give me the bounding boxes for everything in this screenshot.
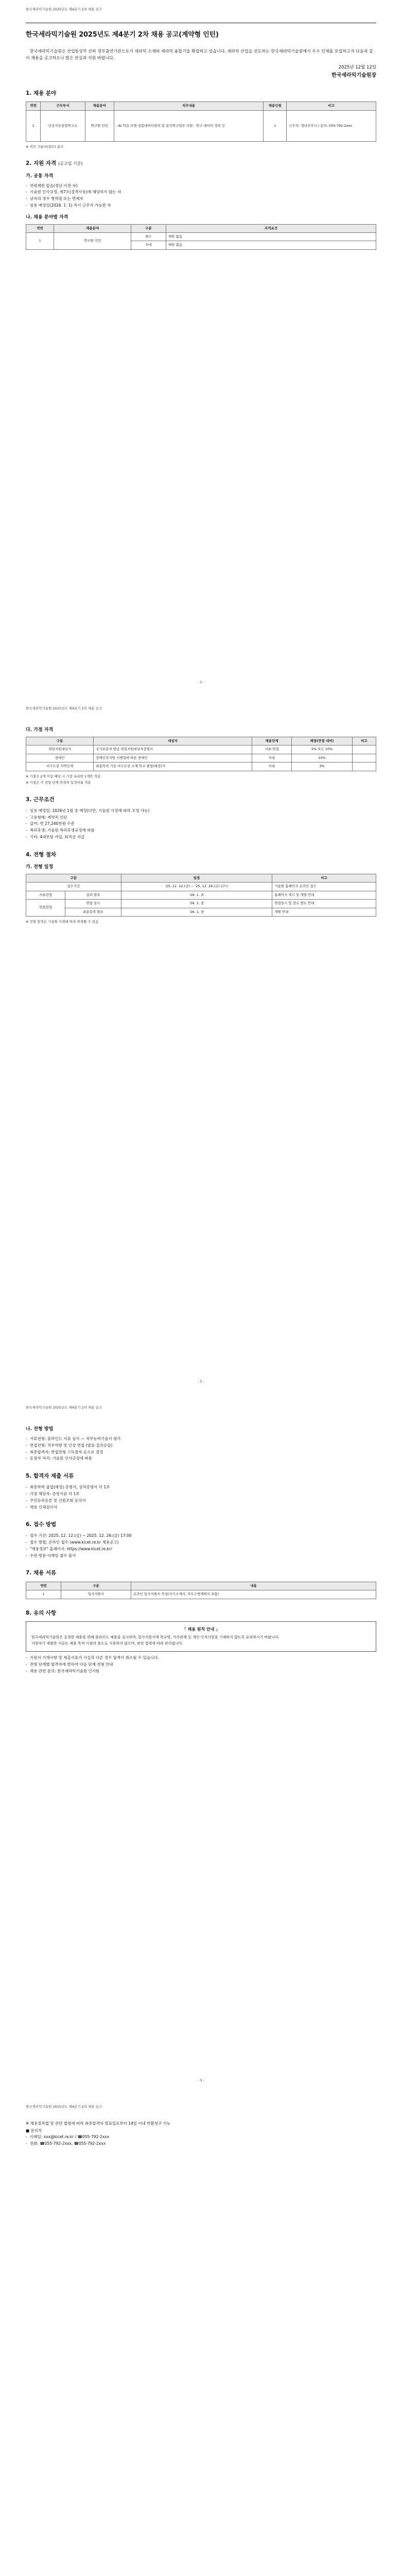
table-row (26, 745, 376, 754)
docs-list (26, 1484, 376, 1511)
section-5-title: 5. 합격자 제출 서류 (26, 1473, 74, 1480)
th-score: 배점(만점 대비) (292, 737, 352, 745)
running-header: 한국세라믹기술원 2025년도 제4분기 2차 채용 공고 (26, 706, 102, 710)
table-row (26, 1590, 376, 1599)
th-no: 연번 (26, 1582, 61, 1590)
table-row (26, 110, 376, 141)
list-item: - 가점 해당자: 증빙서류 각 1부 (26, 1491, 376, 1498)
cell-content: 온라인 입사지원서 작성(자기소개서, 직무수행계획서 포함) (131, 1590, 376, 1599)
cell-step: 면접 실시 (65, 900, 121, 908)
th-type: 구분 (131, 224, 166, 232)
list-item: - 기타: 4대보험 가입, 퇴직금 지급 (26, 834, 376, 841)
cell-dept: 인공지능융합연구소 (41, 110, 85, 141)
docs-table (26, 1582, 376, 1599)
list-item: - 임용 예정일(2026. 1. 1) 즉시 근무가 가능한 자 (26, 202, 376, 209)
cell-stage: 서류 (252, 762, 291, 771)
contact-list (26, 2134, 376, 2147)
page-number: - 1 - (198, 680, 204, 684)
cell-req: 해당 없음 (166, 233, 376, 241)
list-item: - 서류전형: 블라인드 서류 심사 — 직무능력기술서 평가 (26, 1436, 376, 1443)
cell-no: 1 (26, 110, 41, 141)
principle-box-title: 「 채용 원칙 안내 」 (182, 1626, 220, 1632)
list-item: - 주민등록등본 및 신원조회 동의서 (26, 1498, 376, 1504)
list-item: - 채용 신체검사서 (26, 1504, 376, 1511)
cell-field: 연구원 인턴 (85, 110, 114, 141)
schedule-note: ※ 전형 일정은 기술원 사정에 따라 변경될 수 있음 (26, 919, 99, 924)
section-3-title: 3. 근무조건 (26, 796, 55, 803)
cell-req: 해당 없음 (166, 241, 376, 249)
announce-org: 한국세라믹기술원장 (331, 72, 376, 78)
table-row (26, 762, 376, 771)
th-cat: 구분 (26, 737, 94, 745)
announce-date: 2025년 12월 12일 (338, 65, 376, 71)
bonus-note: ※ 가점은 2개 이상 해당 시 가장 유리한 1개만 적용 (26, 774, 101, 778)
apply-list (26, 1533, 376, 1559)
section-6-title: 6. 접수 방법 (26, 1521, 57, 1528)
list-item: - 접수 기간: 2025. 12. 12.(금) ~ 2025. 12. 26.(금) 17:00 (26, 1533, 376, 1539)
th-remark: 비고 (272, 874, 376, 882)
th-field: 채용분야 (85, 102, 114, 110)
cell-type: 접수기간 (26, 883, 121, 891)
list-item: - 복리후생: 기술원 복리후생규정에 따름 (26, 827, 376, 834)
th-remark: 비고 (352, 737, 376, 745)
bonus-table (26, 737, 376, 771)
th-date: 일정 (121, 874, 272, 882)
running-header: 한국세라믹기술원 2025년도 제4분기 2차 채용 공고 (26, 2105, 102, 2109)
page-1 (0, 0, 402, 699)
running-header: 한국세라믹기술원 2025년도 제4분기 2차 채용 공고 (26, 7, 102, 11)
cell-remark: 홈페이지 게시 및 개별 안내 (272, 891, 376, 899)
page-number: - 2 - (198, 1379, 204, 1383)
section-1-title: 1. 채용 분야 (26, 90, 57, 97)
cell-target: 최종학력 기준 비수도권 소재 학교 졸업(예정)자 (94, 762, 252, 771)
method-list (26, 1436, 376, 1462)
cell-target: 장애인복지법 시행령에 따른 장애인 (94, 754, 252, 762)
th-req: 자격요건 (166, 224, 376, 232)
cell-type: 면접전형 (26, 900, 65, 917)
section-2-title: 2. 지원 자격 (공고일 기준) (26, 160, 83, 167)
th-content: 내용 (131, 1582, 376, 1590)
cell-date: '26. 1. 중 (121, 908, 272, 916)
cell-no: 1 (26, 233, 54, 250)
cell-cat: 장애인 (26, 754, 94, 762)
common-qual-title: 가. 공통 자격 (26, 173, 54, 179)
page-number: - 3 - (198, 2078, 204, 2082)
method-title: 나. 전형 방법 (26, 1427, 54, 1432)
table-row (26, 891, 376, 899)
th-duties: 직무내용 (114, 102, 264, 110)
schedule-title: 가. 전형 일정 (26, 864, 54, 870)
th-dept: 근무부서 (41, 102, 85, 110)
notice-list (26, 1655, 376, 1674)
cell-remark (352, 745, 376, 754)
section-4-title: 4. 전형 절차 (26, 851, 57, 858)
contact-email[interactable]: - 이메일: xxx@kicet.re.kr / ☎055-792-2xxx (26, 2134, 376, 2141)
th-type: 구분 (26, 874, 121, 882)
th-no: 연번 (26, 102, 41, 110)
th-field: 채용분야 (54, 224, 131, 232)
cell-cat: 비수도권 지역인재 (26, 762, 94, 771)
cell-remark: 기술원 홈페이지 온라인 접수 (272, 883, 376, 891)
list-item: - 동점자 처리: 기술원 인사규정에 따름 (26, 1455, 376, 1462)
th-target: 대상자 (94, 737, 252, 745)
section-8-title: 8. 유의 사항 (26, 1609, 57, 1616)
list-item: - 우편·방문·이메일 접수 불가 (26, 1553, 376, 1560)
list-item: - 면접전형: 직무역량 및 인성 면접 (발표·질의응답) (26, 1443, 376, 1449)
cell-target: 국가보훈처 발급 취업지원대상자증명서 (94, 745, 252, 754)
list-item: - 채용 관련 문의: 한국세라믹기술원 인사팀 (26, 1668, 376, 1675)
cell-type: 필수 (131, 233, 166, 241)
cell-score: 5% 또는 10% (292, 745, 352, 754)
cell-duties: - AI 학습 모델 실험데이터관리 및 분석연구업무 지원 - 연구 데이터 정리 등 (114, 110, 264, 141)
inquiry-title: ■ 문의처 (26, 2128, 42, 2133)
cell-date: '26. 1. 초 (121, 891, 272, 899)
cell-cat: 취업지원대상자 (26, 745, 94, 754)
cell-stage: 서류 (252, 754, 291, 762)
th-remark: 비고 (287, 102, 376, 110)
th-no: 연번 (26, 224, 54, 232)
cell-score: 10% (292, 754, 352, 762)
intro-paragraph: 한국세라믹기술원은 산업통상부 산하 정부출연기관으로서 세라믹 소재와 세라믹 융합기술 확립하고 있습니다. 세라믹 산업을 선도하는 한국세라믹기술원에서 우수 인재를 모집하고자 다음과 같이 채용을 공고하오니 많은 관심과 지원 바랍니다. (26, 48, 373, 60)
common-qual-list (26, 183, 376, 209)
contact-tel: - 전화: ☎055-792-2xxx, ☎055-792-2xxx (26, 2141, 376, 2147)
list-item: - 지원서 기재사항 및 제출서류가 사실과 다른 경우 합격이 취소될 수 있습니다. (26, 1655, 376, 1662)
return-note: ※ 채용절차법 및 관련 법령에 따라 최종합격자 발표일로부터 14일 이내 반환청구 가능 (26, 2121, 171, 2126)
page-4 (0, 2097, 402, 2576)
table-row (26, 233, 376, 241)
cell-step: 결과 발표 (65, 891, 121, 899)
th-stage: 채용단계 (252, 737, 291, 745)
cell-date: '25. 12. 12.(금) ~ '25. 12. 26.(금) 17시 (121, 883, 272, 891)
principle-item: 한국세라믹기술원은 공정한 채용을 위해 블라인드 채용을 실시하며, 입사지원서에 학교명, 가족관계 등 개인 인적사항을 기재하지 않도록 유의하시기 바랍니다. (31, 1635, 279, 1640)
list-item: - 최종합격자: 면접전형 고득점자 순으로 결정 (26, 1449, 376, 1456)
list-item: - 연령제한 없음(정년 이전 자) (26, 183, 376, 190)
section-7-title: 7. 채용 서류 (26, 1570, 57, 1577)
table-row (26, 754, 376, 762)
running-header: 한국세라믹기술원 2025년도 제4분기 2차 채용 공고 (26, 1405, 102, 1410)
schedule-table (26, 874, 376, 917)
list-item: - 최종학력 졸업(예정) 증명서, 성적증명서 각 1부 (26, 1484, 376, 1491)
page-2 (0, 699, 402, 1398)
cell-step: 최종합격 발표 (65, 908, 121, 916)
list-item: - 임용 예정일: 2026년 1월 중 예정(다만, 기술원 사정에 따라 조정 가능) (26, 808, 376, 815)
table-row (26, 900, 376, 908)
cell-remark (352, 754, 376, 762)
cell-no: 1 (26, 1590, 61, 1599)
cell-score: 3% (292, 762, 352, 771)
section-1-note: ※ 직무 기술서(첨부) 참조 (26, 144, 64, 149)
th-type: 구분 (61, 1582, 131, 1590)
field-qual-table (26, 224, 376, 250)
list-item: - 남자의 경우 병역필 또는 면제자 (26, 196, 376, 202)
cell-type: 서류전형 (26, 891, 65, 899)
list-item: - 접수 방법: 온라인 접수 (www.kicet.re.kr 채용공고) (26, 1539, 376, 1546)
table-row (26, 908, 376, 916)
field-table (26, 101, 376, 141)
cell-remark: 근무지: 경남진주시 / 문의: 055-792-2xxx (287, 110, 376, 141)
list-item: - 급여: 연 27,240천원 수준 (26, 821, 376, 827)
cell-remark (352, 762, 376, 771)
principle-box (26, 1621, 376, 1652)
list-item[interactable]: - "채용정보" 홈페이지: https://www.kicet.re.kr/ (26, 1546, 376, 1553)
cell-remark: 면접일시 및 장소 별도 안내 (272, 900, 376, 908)
principle-item: 지원자가 제출한 서류는 채용 목적 이외의 용도로 사용하지 않으며, 관련 법령에 따라 관리됩니다. (31, 1641, 183, 1646)
work-conditions-list (26, 808, 376, 841)
list-item: - 고용형태: 계약직 인턴 (26, 815, 376, 821)
cell-type: 입사지원서 (61, 1590, 131, 1599)
bonus-note: ※ 가점은 각 전형 단계 만점의 일정비율 적용 (26, 781, 91, 785)
cell-count: 1 (264, 110, 287, 141)
table-row (26, 883, 376, 891)
page-3 (0, 1398, 402, 2097)
cell-field: 연구원 인턴 (54, 233, 131, 250)
bonus-title: 다. 가점 자격 (26, 727, 54, 733)
field-qual-title: 나. 채용 분야별 자격 (26, 214, 68, 220)
cell-date: '26. 1. 중 (121, 900, 272, 908)
cell-type: 우대 (131, 241, 166, 249)
th-count: 채용인원 (264, 102, 287, 110)
list-item: - 전형 단계별 합격자에 한하여 다음 단계 전형 안내 (26, 1662, 376, 1668)
cell-remark: 개별 안내 (272, 908, 376, 916)
cell-stage: 서류·면접 (252, 745, 291, 754)
list-item: - 기술원 인사규정, 제7조(결격사유)에 해당하지 않는 자 (26, 189, 376, 196)
page-title: 한국세라믹기술원 2025년도 제4분기 2차 채용 공고(계약형 인턴) (26, 31, 219, 39)
